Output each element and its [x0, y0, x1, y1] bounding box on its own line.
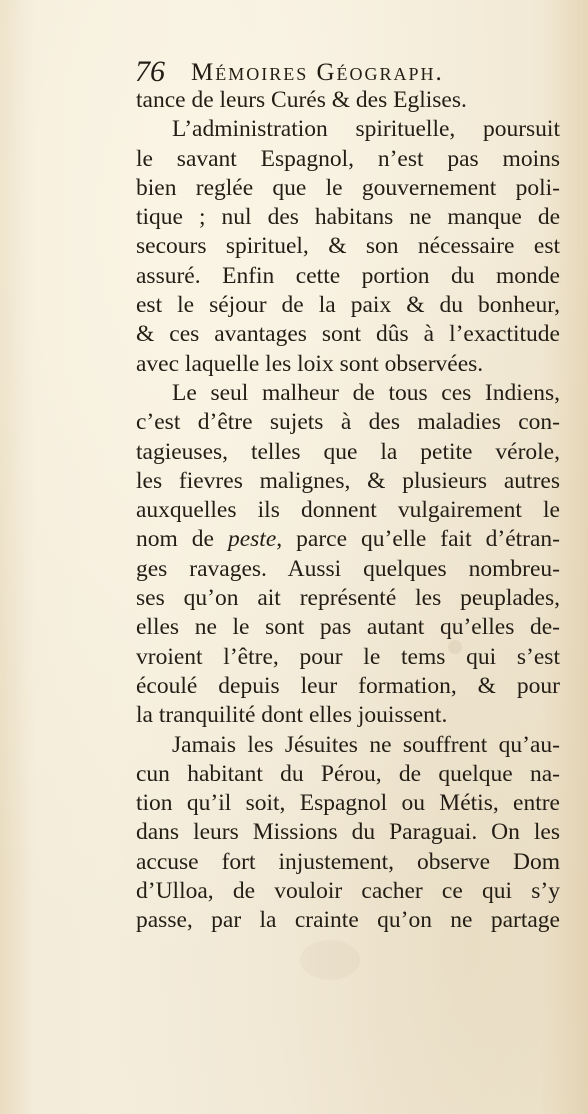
- body-text: [136, 86, 560, 936]
- text-line: bien reglée que le gouvernement poli-: [136, 174, 560, 201]
- paper-stain: [300, 940, 360, 980]
- text-line: elles ne le sont pas autant qu’elles de-: [136, 614, 560, 641]
- running-title: Mémoires Géograph.: [191, 59, 444, 86]
- text-line: Le seul malheur de tous ces Indiens,: [172, 379, 560, 406]
- text-line: tion qu’il soit, Espagnol ou Métis, entre: [136, 790, 560, 817]
- text-line: avec laquelle les loix sont observées.: [136, 350, 484, 377]
- text-line: Jamais les Jésuites ne souffrent qu’au-: [172, 731, 560, 758]
- text-line: dans leurs Missions du Paraguai. On les: [136, 819, 560, 846]
- text-line: écoulé depuis leur formation, & pour: [136, 672, 560, 699]
- text-line: la tranquilité dont elles jouissent.: [136, 702, 448, 729]
- text-line: secours spirituel, & son nécessaire est: [136, 233, 560, 260]
- text-line: cun habitant du Pérou, de quelque na-: [136, 760, 560, 787]
- text-line: est le séjour de la paix & du bonheur,: [136, 292, 560, 319]
- text-line: assuré. Enfin cette portion du monde: [136, 262, 560, 289]
- text-line: ges ravages. Aussi quelques nombreu-: [136, 555, 560, 582]
- text-line: c’est d’être sujets à des maladies con-: [136, 409, 560, 436]
- text-line: auxquelles ils donnent vulgairement le: [136, 497, 560, 524]
- text-line: nom de peste, parce qu’elle fait d’étran-: [136, 526, 560, 553]
- text-line: le savant Espagnol, n’est pas moins: [136, 145, 560, 172]
- text-line: accuse fort injustement, observe Dom: [136, 848, 560, 875]
- text-line: d’Ulloa, de vouloir cacher ce qui s’y: [136, 878, 560, 905]
- text-line: ses qu’on ait représenté les peuplades,: [136, 585, 560, 612]
- text-line: vroient l’être, pour le tems qui s’est: [136, 643, 560, 670]
- italic-word: peste: [227, 526, 277, 553]
- text-line: & ces avantages sont dûs à l’exactitude: [136, 321, 560, 348]
- page-header: [135, 54, 555, 90]
- text-line: tance de leurs Curés & des Eglises.: [136, 87, 467, 113]
- text-line: passe, par la crainte qu’on ne partage: [136, 907, 560, 934]
- page-number: 76: [135, 55, 165, 88]
- text-line: tique ; nul des habitans ne manque de: [136, 204, 560, 231]
- text-line: L’administration spirituelle, poursuit: [172, 116, 560, 143]
- text-line: les fievres malignes, & plusieurs autres: [136, 467, 560, 494]
- text-line: tagieuses, telles que la petite vérole,: [136, 438, 560, 465]
